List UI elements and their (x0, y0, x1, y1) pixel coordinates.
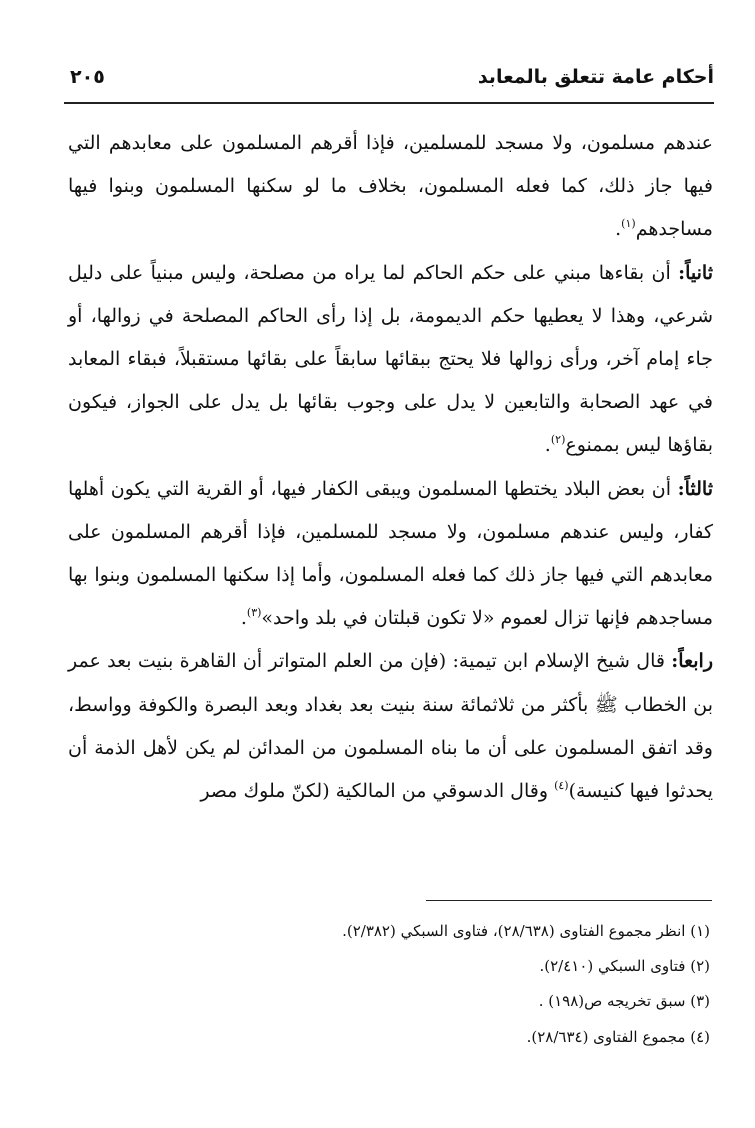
footnote-item: (٣) سبق تخريجه ص(١٩٨) . (538, 992, 710, 1011)
paragraph-tail: . (240, 607, 247, 630)
paragraph-tail: . (615, 218, 622, 241)
paragraph-text: عندهم مسلمون، ولا مسجد للمسلمين، فإذا أقرهم المسلمون على معابدهم التي فيها جاز ذلك، كما فعله المسلمون، بخلاف ما لو سكنها المسلمون وبنوا فيها مساجدهم (68, 132, 713, 241)
footnote-ref: (٣) (246, 606, 262, 620)
footnote-ref: (١) (621, 217, 636, 231)
paragraph-tail: وقال الدسوقي من المالكية (لكنّ ملوك مصر (200, 780, 555, 803)
footnotes (68, 914, 710, 1055)
page-number: ٢٠٥ (70, 66, 105, 88)
paragraph-text: قال شيخ الإسلام ابن تيمية: (فإن من العلم المتواتر أن القاهرة بنيت بعد عمر بن الخطاب ﷺ بأكثر من ثلاثمائة سنة بنيت بعد بغداد وبعد البصرة والكوفة وواسط، وقد اتفق المسلمون على أن ما بناه المسلمون من المدائن لم يكن لأهل الذمة أن يحدثوا فيها كنيسة) (68, 650, 713, 803)
paragraph-lead: ثانياً: (678, 261, 713, 284)
footnote-ref: (٤) (554, 779, 569, 793)
paragraph-second (68, 252, 713, 468)
running-header (64, 60, 714, 104)
footnote-item: (٢) فتاوى السبكي (٢/٤١٠). (539, 957, 710, 976)
paragraph-third (68, 468, 713, 641)
paragraph-continuation (68, 122, 713, 252)
paragraph-lead: رابعاً: (671, 650, 713, 673)
paragraph-text: أن بقاءها مبني على حكم الحاكم لما يراه من مصلحة، وليس مبنياً على دليل شرعي، وهذا لا يعطيها حكم الديمومة، بل إذا رأى الحاكم المصلحة في زوالها، أو جاء إمام آخر، ورأى زوالها فلا يحتج ببقائها سابقاً على بقائها مستقبلاً، فبقاء المعابد في عهد الصحابة والتابعين لا يدل على وجوب بقائها بل يدل على الجواز، فيكون بقاؤها ليس بممنوع (68, 261, 713, 457)
footnote-item: (٤) مجموع الفتاوى (٢٨/٦٣٤). (526, 1027, 710, 1046)
paragraph-text: أن بعض البلاد يختطها المسلمون ويبقى الكفار فيها، أو القرية التي يكون أهلها كفار، وليس عندهم مسلمون، ولا مسجد للمسلمين، فإذا أقرهم المسلمون على معابدهم التي فيها جاز ذلك كما فعله المسلمون، وأما إذا سكنها المسلمون وبنوا بها مساجدهم فإنها تزال لعموم «لا تكون قبلتان في بلد واحد» (68, 477, 713, 630)
footnote-divider (426, 900, 712, 901)
paragraph-tail: . (544, 434, 551, 457)
running-title: أحكام عامة تتعلق بالمعابد (477, 66, 714, 88)
main-text (68, 122, 713, 813)
paragraph-lead: ثالثاً: (677, 477, 713, 500)
header-divider (64, 102, 714, 104)
footnote-item: (١) انظر مجموع الفتاوى (٢٨/٦٣٨)، فتاوى السبكي (٢/٣٨٢). (342, 922, 710, 940)
paragraph-fourth (68, 640, 713, 813)
footnote-ref: (٢) (550, 433, 566, 447)
